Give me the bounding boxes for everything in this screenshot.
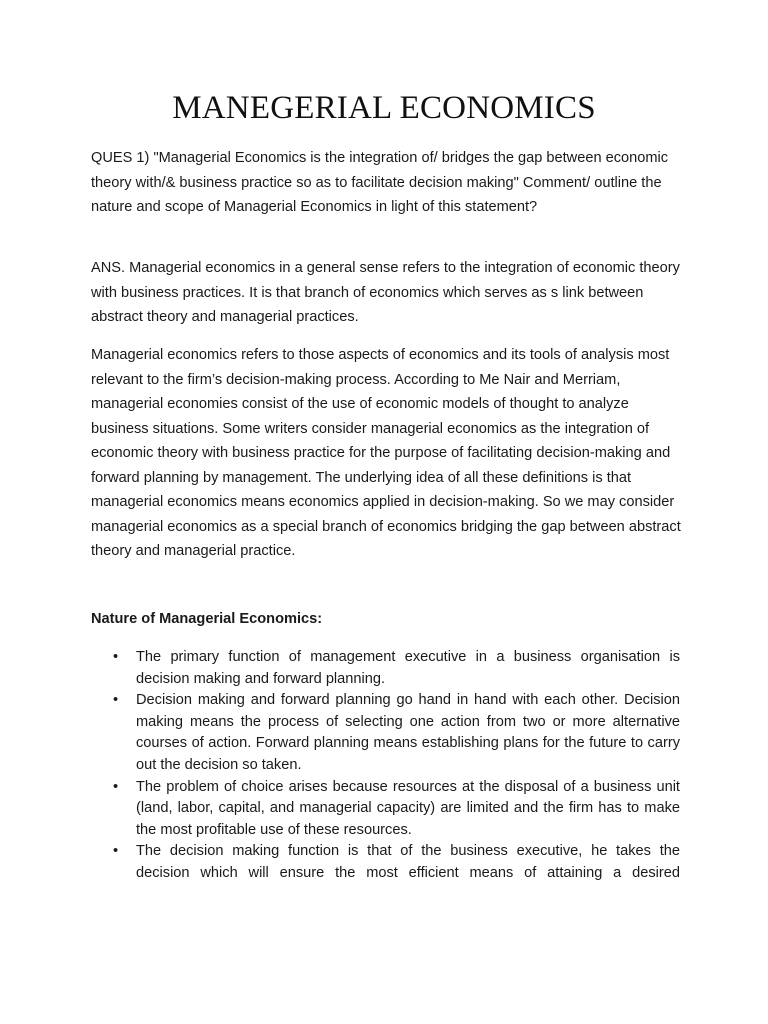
bullet-item: • The problem of choice arises because resources at the disposal of a business unit (land, labor, capital, and managerial capacity) are limited and the firm has to make the most profitable use of these resources. bbox=[91, 777, 680, 842]
question-paragraph: QUES 1) "Managerial Economics is the integration of/ bridges the gap between economic theory with/& business practice so as to facilitate decision making" Comment/ outline the nature and scope of Managerial Economics in light of this statement? bbox=[91, 150, 669, 215]
bullet-item: • The decision making function is that of the business executive, he takes the decision which will ensure the most efficient means of attaining a desired bbox=[91, 841, 680, 884]
page-title: MANEGERIAL ECONOMICS bbox=[172, 90, 596, 126]
bullet-item: • Decision making and forward planning go hand in hand with each other. Decision making means the process of selecting one action from two or more alternative courses of action. Forward planning means establishing plans for the future to carry out the decision so taken. bbox=[91, 690, 680, 776]
section-heading-nature: Nature of Managerial Economics: bbox=[91, 611, 323, 627]
nature-bullet-list bbox=[91, 647, 680, 885]
answer-paragraph: ANS. Managerial economics in a general sense refers to the integration of economic theory with business practices. It is that branch of economics which serves as s link between abstract theory and managerial practices. bbox=[91, 260, 680, 325]
definition-paragraph: Managerial economics refers to those aspects of economics and its tools of analysis most relevant to the firm’s decision-making process. According to Me Nair and Merriam, managerial economies consist of the use of economic models of thought to analyze business situations. Some writers consider managerial economics as the integration of economic theory with business practice for the purpose of facilitating decision-making and forward planning by management. The underlying idea of all these definitions is that managerial economics means economics applied in decision-making. So we may consider managerial economics as a special branch of economics bridging the gap between abstract theory and managerial practice. bbox=[91, 347, 681, 559]
bullet-item: • The primary function of management executive in a business organisation is decision making and forward planning. bbox=[91, 647, 680, 690]
